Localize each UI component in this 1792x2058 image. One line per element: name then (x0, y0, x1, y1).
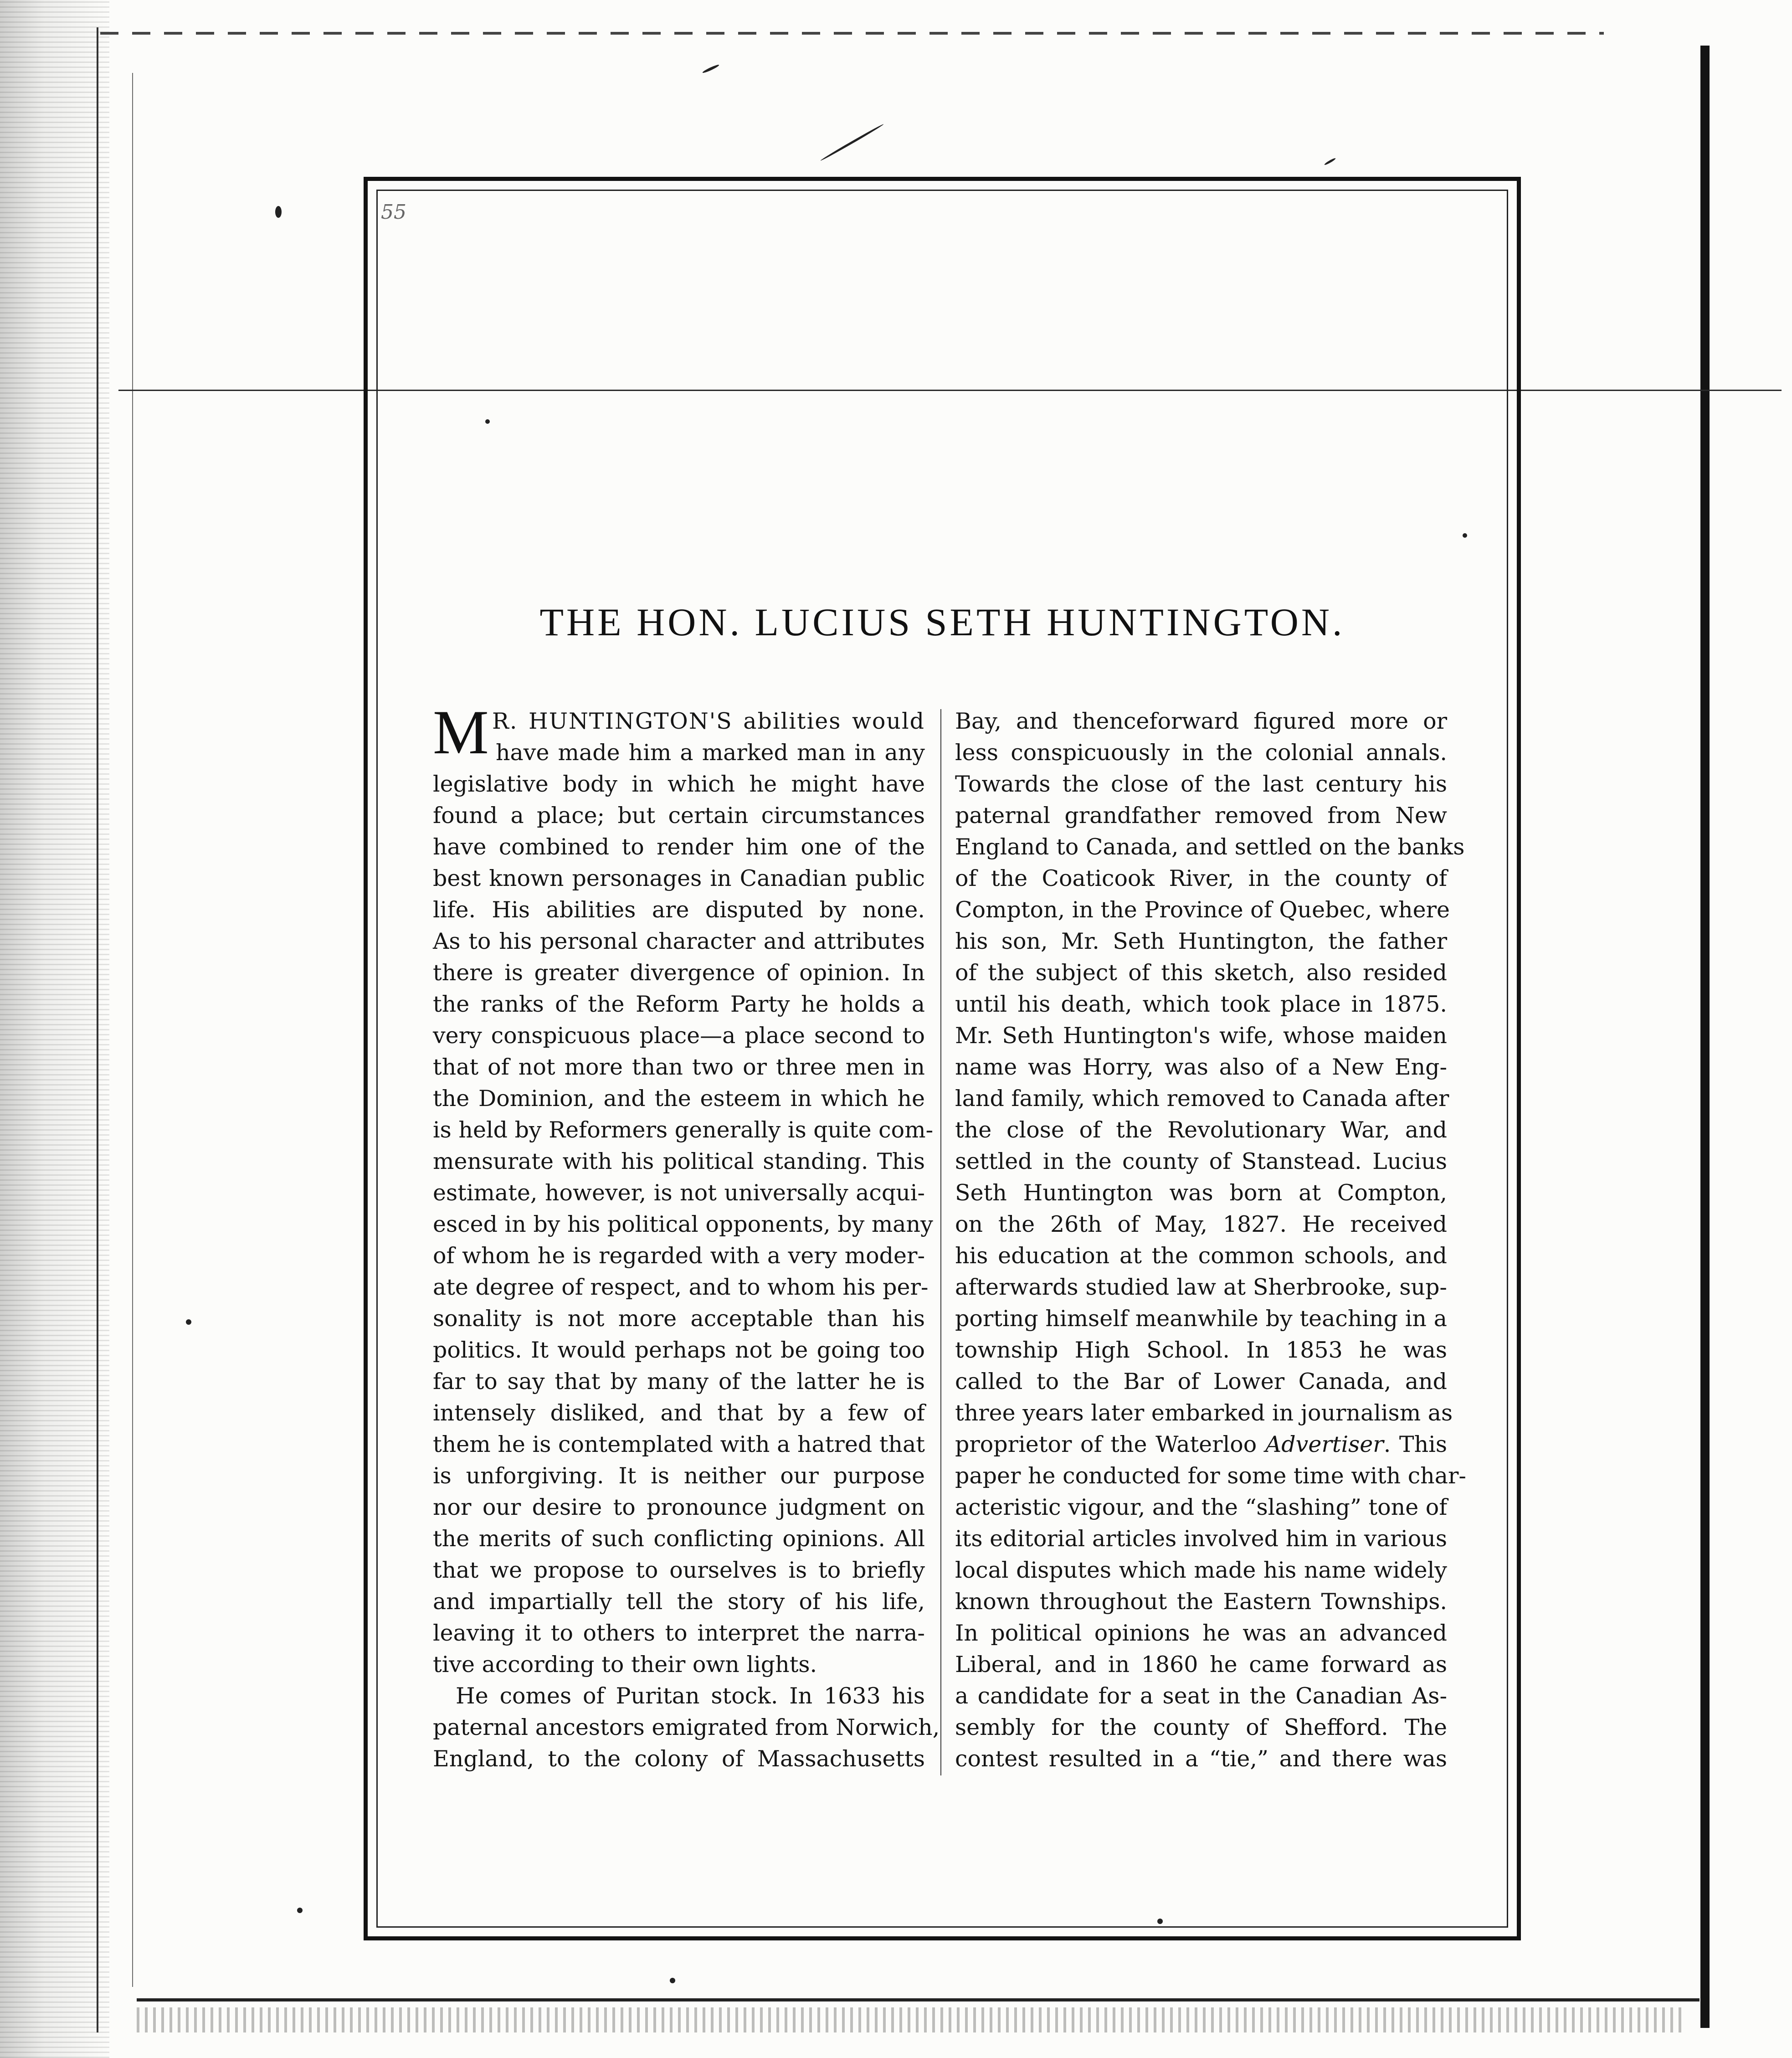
text-line: paternal ancestors emigrated from Norwich, (433, 1714, 940, 1740)
text-line: of the Coaticook River, in the county of (955, 865, 1447, 891)
text-line: sonality is not more acceptable than his (433, 1306, 925, 1332)
text-line: there is greater divergence of opinion. In (433, 960, 925, 986)
text-line: very conspicuous place—a place second to (433, 1023, 925, 1049)
text-line: is held by Reformers generally is quite com- (433, 1117, 934, 1143)
left-column (433, 697, 940, 1775)
text-line: ate degree of respect, and to whom his per- (433, 1274, 929, 1300)
text-line: leaving it to others to interpret the narra- (433, 1620, 925, 1646)
text-fragment: . This (1383, 1431, 1447, 1457)
text-line: tive according to their own lights. (433, 1652, 817, 1677)
ink-speck (186, 1319, 191, 1325)
text-line: found a place; but certain circumstances (433, 803, 925, 828)
text-line: of whom he is regarded with a very moder- (433, 1243, 925, 1269)
text-line: esced in by his political opponents, by many (433, 1211, 933, 1237)
binding-rule (97, 27, 98, 2032)
text-line: the Dominion, and the esteem in which he (433, 1086, 925, 1111)
text-line: England to Canada, and settled on the banks (955, 834, 1465, 860)
text-line: the close of the Revolutionary War, and (955, 1117, 1447, 1143)
ink-speck (820, 123, 884, 161)
column-divider (940, 709, 941, 1775)
text-line: Compton, in the Province of Quebec, where (955, 897, 1450, 923)
ink-speck (297, 1908, 303, 1913)
text-line: As to his personal character and attributes (433, 928, 925, 954)
text-line: Bay, and thenceforward figured more or (955, 708, 1447, 734)
text-line: until his death, which took place in 1875. (955, 991, 1447, 1017)
binding-rule-faint (132, 73, 133, 1987)
text-line: estimate, however, is not universally acqui- (433, 1180, 925, 1206)
text-line: paternal grandfather removed from New (955, 803, 1447, 828)
text-line-advertiser (955, 1429, 1447, 1460)
text-line: mensurate with his political standing. This (433, 1148, 925, 1174)
page-number-mark: 55 (381, 201, 406, 224)
text-line: the ranks of the Reform Party he holds a (433, 991, 925, 1017)
text-line: Seth Huntington was born at Compton, (955, 1180, 1447, 1206)
ink-speck (275, 206, 282, 218)
text-line: He comes of Puritan stock. In 1633 his (456, 1683, 925, 1709)
text-line: settled in the county of Stanstead. Lucius (955, 1148, 1447, 1174)
text-line: sembly for the county of Shefford. The (955, 1714, 1447, 1740)
text-line: name was Horry, was also of a New Eng- (955, 1054, 1447, 1080)
text-line: best known personages in Canadian public (433, 865, 925, 891)
text-line: is unforgiving. It is neither our purpose (433, 1463, 925, 1489)
text-fragment: proprietor of the Waterloo (955, 1431, 1265, 1457)
article-title: THE HON. LUCIUS SETH HUNTINGTON. (539, 600, 1345, 644)
text-line: nor our desire to pronounce judgment on (433, 1494, 925, 1520)
text-line: afterwards studied law at Sherbrooke, sup- (955, 1274, 1447, 1300)
text-line: called to the Bar of Lower Canada, and (955, 1369, 1447, 1394)
text-line: R. HUNTINGTON'S abilities would (492, 708, 925, 734)
newspaper-title: Advertiser (1265, 1431, 1384, 1457)
ink-speck (702, 64, 720, 74)
bottom-scan-noise (137, 2007, 1686, 2032)
text-line: porting himself meanwhile by teaching in a (955, 1306, 1447, 1332)
text-line: Towards the close of the last century his (955, 771, 1447, 797)
text-line: three years later embarked in journalism as (955, 1400, 1453, 1426)
text-line: paper he conducted for some time with char- (955, 1463, 1466, 1489)
bottom-scan-rule (137, 1998, 1700, 2001)
text-line: his education at the common schools, and (955, 1243, 1447, 1269)
text-line: its editorial articles involved him in various (955, 1526, 1447, 1552)
text-line: known throughout the Eastern Townships. (955, 1589, 1447, 1615)
text-line: contest resulted in a “tie,” and there was (955, 1746, 1447, 1772)
text-line: far to say that by many of the latter he is (433, 1369, 925, 1394)
text-line: the merits of such conflicting opinions. All (433, 1526, 925, 1552)
text-line: intensely disliked, and that by a few of (433, 1400, 925, 1426)
text-line: and impartially tell the story of his life, (433, 1589, 925, 1615)
ink-speck (670, 1978, 675, 1983)
text-line: England, to the colony of Massachusetts (433, 1746, 925, 1772)
text-line: township High School. In 1853 he was (955, 1337, 1447, 1363)
text-line: them he is contemplated with a hatred that (433, 1431, 925, 1457)
binding-edge-shadow (0, 0, 109, 2058)
text-line: local disputes which made his name widely (955, 1557, 1447, 1583)
text-line: Liberal, and in 1860 he came forward as (955, 1652, 1447, 1677)
text-line: life. His abilities are disputed by none. (433, 897, 925, 923)
text-line: In political opinions he was an advanced (955, 1620, 1447, 1646)
text-line: have combined to render him one of the (433, 834, 925, 860)
text-line: politics. It would perhaps not be going too (433, 1337, 925, 1363)
text-line: Mr. Seth Huntington's wife, whose maiden (955, 1023, 1447, 1049)
text-line: acteristic vigour, and the “slashing” tone of (955, 1494, 1448, 1520)
right-edge-bar (1700, 46, 1710, 2028)
text-line: of the subject of this sketch, also resided (955, 960, 1447, 986)
text-line: less conspicuously in the colonial annals. (955, 740, 1447, 766)
text-line: a candidate for a seat in the Canadian As- (955, 1683, 1447, 1709)
text-line: land family, which removed to Canada after (955, 1086, 1449, 1111)
text-line: have made him a marked man in any (496, 740, 925, 766)
text-line: on the 26th of May, 1827. He received (955, 1211, 1447, 1237)
right-column (955, 705, 1466, 1775)
text-line: that of not more than two or three men in (433, 1054, 925, 1080)
top-scan-artifact (100, 32, 1604, 35)
drop-cap: M (433, 697, 489, 767)
text-line: his son, Mr. Seth Huntington, the father (955, 928, 1447, 954)
ink-speck (1324, 157, 1336, 165)
text-line: that we propose to ourselves is to briefly (433, 1557, 925, 1583)
text-line: legislative body in which he might have (433, 771, 925, 797)
opening-paragraph-lead (433, 697, 925, 768)
